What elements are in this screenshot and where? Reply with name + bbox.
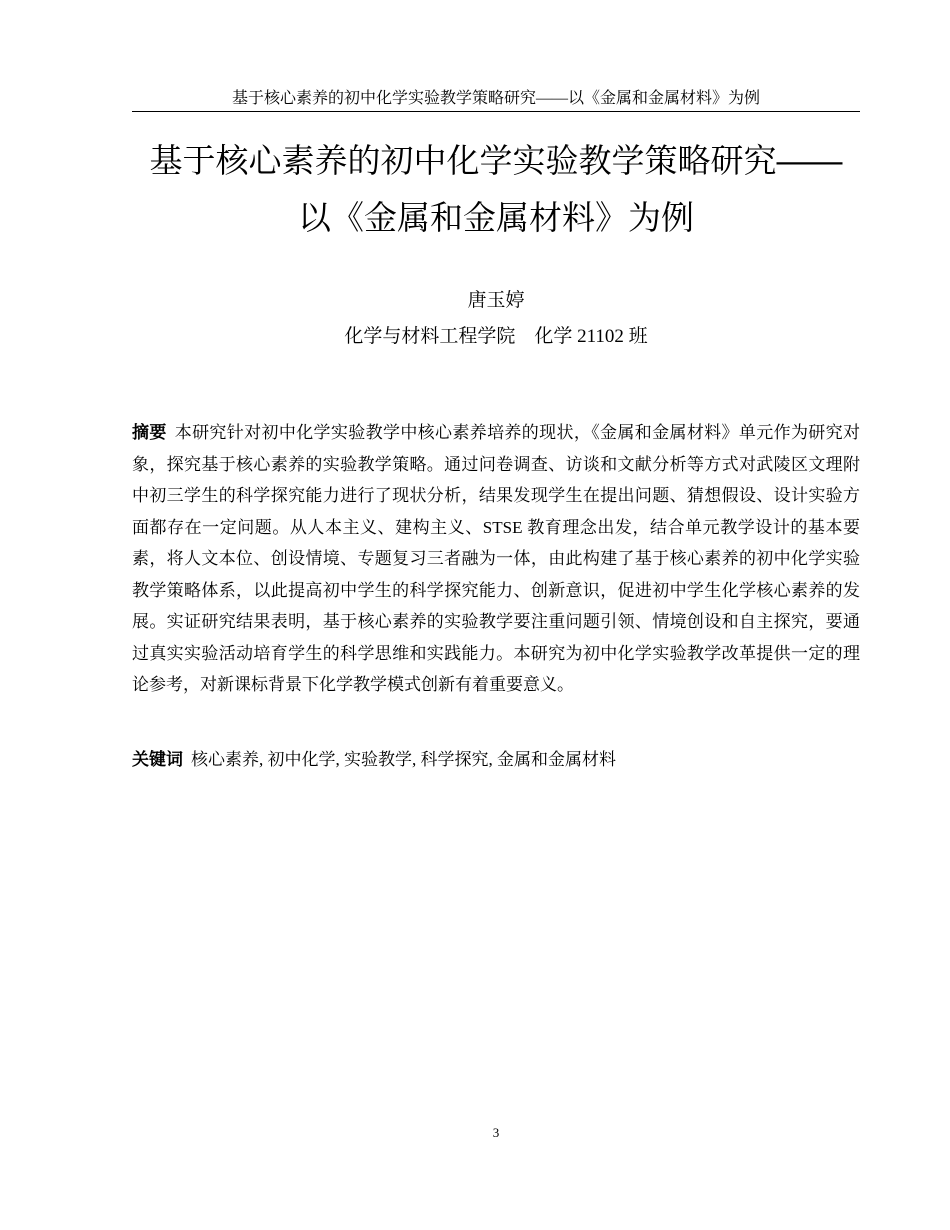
author-affiliation: 化学与材料工程学院 化学 21102 班: [344, 326, 648, 347]
author-name: 唐玉婷: [467, 290, 525, 311]
keywords-text: 核心素养, 初中化学, 实验教学, 科学探究, 金属和金属材料: [191, 750, 616, 769]
abstract-text: 本研究针对初中化学实验教学中核心素养培养的现状，《金属和金属材料》单元作为研究对象，探究基于核心素养的实验教学策略。通过问卷调查、访谈和文献分析等方式对武陵区文理附中初三学生的科学探究能力进行了现状分析，结果发现学生在提出问题、猜想假设、设计实验方面都存在一定问题。从人本主义、建构主义、STSE 教育理念出发，结合单元教学设计的基本要素，将人文本位、创设情境、专题复习三者融为一体，由此构建了基于核心素养的初中化学实验教学策略体系，以此提高初中学生的科学探究能力、创新意识，促进初中学生化学核心素养的发展。实证研究结果表明，基于核心素养的实验教学要注重问题引领、情境创设和自主探究，要通过真实实验活动培育学生的科学思维和实践能力。本研究为初中化学实验教学改革提供一定的理论参考，对新课标背景下化学教学模式创新有着重要意义。: [132, 423, 861, 694]
paper-title-line-1: 基于核心素养的初中化学实验教学策略研究——: [149, 142, 843, 179]
page-number: 3: [492, 1125, 500, 1140]
abstract-paragraph: [132, 417, 860, 701]
keywords-line: [132, 746, 860, 774]
paper-title-line-2: 以《金属和金属材料》为例: [298, 199, 694, 236]
running-header: 基于核心素养的初中化学实验教学策略研究——以《金属和金属材料》为例: [132, 88, 860, 112]
keywords-label: 关键词: [132, 750, 183, 769]
paper-title: [132, 132, 860, 246]
abstract-label: 摘要: [132, 423, 167, 442]
